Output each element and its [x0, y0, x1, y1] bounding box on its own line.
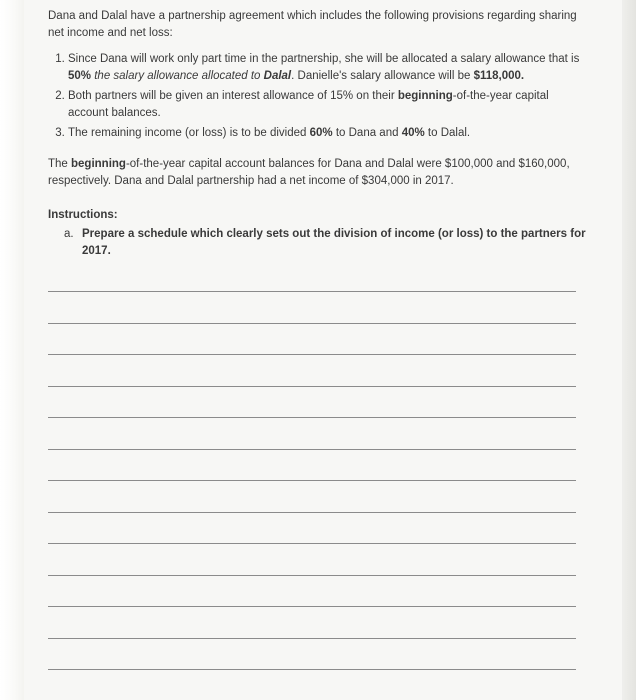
answer-line[interactable] — [48, 449, 576, 450]
page-right-edge — [622, 0, 636, 700]
answer-line[interactable] — [48, 638, 576, 639]
provision-item-2: 2. Both partners will be given an interest allowance of 15% on their beginning-of-the-year capital account balances. — [68, 88, 588, 122]
page-edge-shadow — [0, 0, 24, 700]
instruction-letter: a. — [64, 228, 74, 240]
provision-item-1: 1. Since Dana will work only part time in the partnership, she will be allocated a salary allowance that is 50% the salary allowance allocated to Dalal. Danielle's salary allowance will be $118,000. — [68, 51, 588, 85]
provision-item-3: 3. The remaining income (or loss) is to be divided 60% to Dana and 40% to Dalal. — [68, 125, 588, 142]
answer-line[interactable] — [48, 575, 576, 576]
answer-line[interactable] — [48, 543, 576, 544]
instruction-item-a — [48, 226, 588, 260]
answer-line[interactable] — [48, 323, 576, 324]
answer-line[interactable] — [48, 669, 576, 670]
answer-line[interactable] — [48, 512, 576, 513]
provisions-list — [48, 51, 588, 142]
answer-line[interactable] — [48, 606, 576, 607]
answer-line[interactable] — [48, 291, 576, 292]
intro-paragraph: Dana and Dalal have a partnership agreement which includes the following provisions regarding sharing net income and net loss: — [48, 10, 577, 39]
answer-line[interactable] — [48, 480, 576, 481]
instruction-text: Prepare a schedule which clearly sets out the division of income (or loss) to the partners for 2017. — [82, 228, 586, 257]
capital-balances-paragraph: The beginning-of-the-year capital account balances for Dana and Dalal were $100,000 and $160,000, respectively. Dana and Dalal partnership had a net income of $304,000 in 2017. — [48, 158, 570, 187]
answer-line[interactable] — [48, 386, 576, 387]
instructions-heading: Instructions: — [48, 209, 118, 221]
answer-line[interactable] — [48, 417, 576, 418]
answer-line[interactable] — [48, 354, 576, 355]
worksheet-content — [48, 0, 588, 260]
